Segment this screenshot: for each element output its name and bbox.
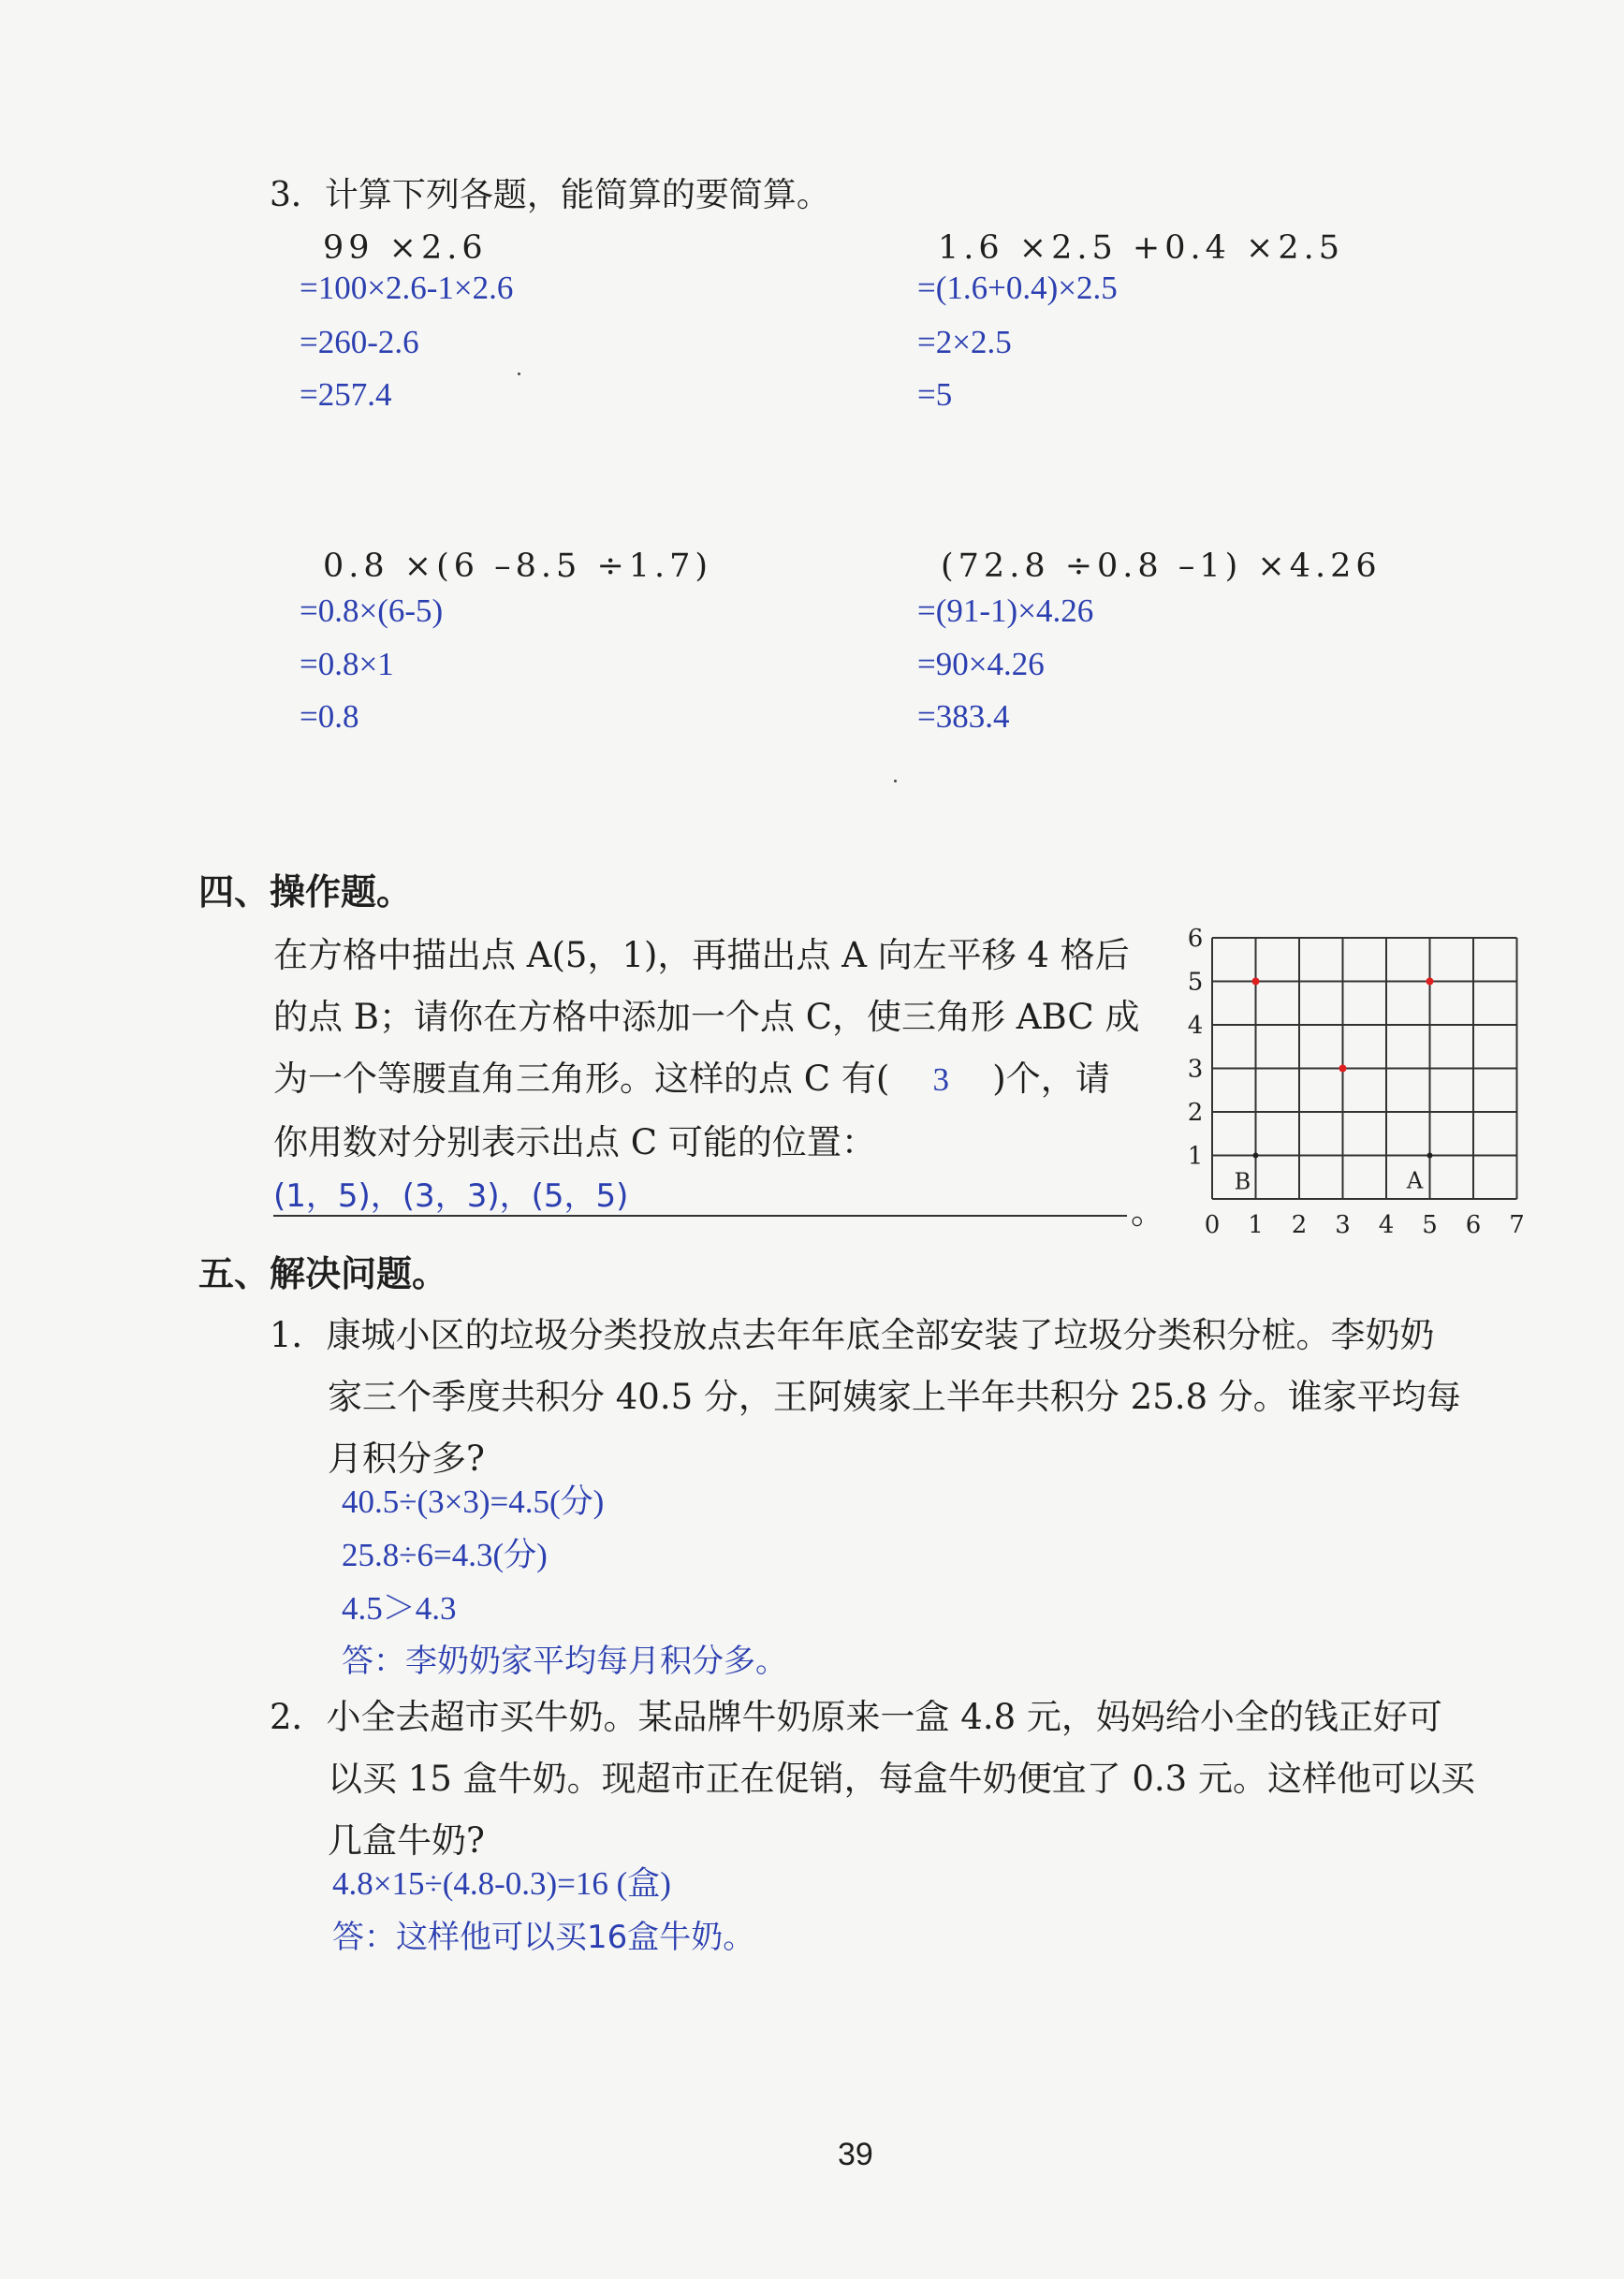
positions-answer: (1，5)，(3，3)，(5，5) bbox=[273, 1177, 629, 1215]
answer-step: =257.4 bbox=[300, 376, 392, 413]
y-tick-label: 6 bbox=[1187, 925, 1204, 953]
question-1-line-1: 1．康城小区的垃圾分类投放点去年年底全部安装了垃圾分类积分桩。李奶奶 bbox=[270, 1315, 1435, 1355]
problem-expression: 0.8 ×(6 –8.5 ÷1.7) bbox=[323, 548, 713, 585]
answer-step: =5 bbox=[917, 376, 953, 413]
section4-line-4: 你用数对分别表示出点 C 可能的位置： bbox=[273, 1122, 876, 1162]
y-tick-label: 3 bbox=[1187, 1055, 1204, 1084]
end-mark: 。 bbox=[1131, 1191, 1165, 1232]
coordinate-grid bbox=[1170, 913, 1535, 1245]
question-2-line-1: 2．小全去超市买牛奶。某品牌牛奶原来一盒 4.8 元，妈妈给小全的钱正好可 bbox=[270, 1697, 1442, 1737]
page-number: 39 bbox=[838, 2137, 873, 2172]
scan-speck bbox=[518, 373, 520, 375]
x-tick-label: 0 bbox=[1204, 1211, 1221, 1239]
x-tick-label: 1 bbox=[1248, 1211, 1264, 1239]
answer-step: =0.8×(6-5) bbox=[300, 592, 444, 629]
x-tick-label: 7 bbox=[1509, 1211, 1525, 1239]
question-2-line-3: 几盒牛奶? bbox=[328, 1820, 485, 1861]
answer-step: =100×2.6-1×2.6 bbox=[300, 270, 514, 306]
point-a-label: A bbox=[1406, 1167, 1424, 1194]
point-c-candidate bbox=[1339, 1065, 1347, 1073]
answer-step: =(91-1)×4.26 bbox=[917, 592, 1094, 629]
answer-step: =(1.6+0.4)×2.5 bbox=[917, 270, 1118, 306]
x-tick-label: 3 bbox=[1335, 1211, 1351, 1239]
answer-line: 40.5÷(3×3)=4.5(分) bbox=[342, 1483, 605, 1520]
x-tick-label: 5 bbox=[1422, 1211, 1438, 1239]
y-tick-label: 5 bbox=[1187, 968, 1204, 997]
y-tick-label: 2 bbox=[1187, 1099, 1204, 1127]
point-b bbox=[1253, 1153, 1259, 1159]
answer-line: 4.5＞4.3 bbox=[342, 1590, 457, 1627]
section4-heading: 四、操作题。 bbox=[198, 870, 413, 913]
problem-expression: 99 ×2.6 bbox=[323, 229, 488, 267]
section4-line-1: 在方格中描出点 A(5，1)，再描出点 A 向左平移 4 格后 bbox=[273, 935, 1130, 975]
answer-step: =2×2.5 bbox=[917, 324, 1012, 360]
problem-expression: 1.6 ×2.5 +0.4 ×2.5 bbox=[938, 229, 1345, 267]
question-1-line-2: 家三个季度共积分 40.5 分，王阿姨家上半年共积分 25.8 分。谁家平均每 bbox=[328, 1377, 1461, 1417]
answer-line: 4.8×15÷(4.8-0.3)=16 (盒) bbox=[332, 1865, 671, 1902]
answer-step: =260-2.6 bbox=[300, 324, 419, 360]
point-b-label: B bbox=[1234, 1168, 1251, 1195]
point-c-candidate bbox=[1252, 978, 1260, 986]
section4-line-3-pre: 为一个等腰直角三角形。这样的点 C 有( bbox=[273, 1059, 890, 1099]
section5-heading: 五、解决问题。 bbox=[198, 1252, 448, 1294]
section4-line-3 bbox=[273, 1050, 1110, 1101]
scan-speck bbox=[894, 780, 897, 782]
section4-line-3-post: )个，请 bbox=[992, 1059, 1110, 1099]
question-2-line-2: 以买 15 盒牛奶。现超市正在促销，每盒牛奶便宜了 0.3 元。这样他可以买 bbox=[328, 1759, 1475, 1799]
question-1-line-3: 月积分多? bbox=[328, 1439, 485, 1479]
count-answer: 3 bbox=[932, 1061, 950, 1098]
answer-step: =0.8×1 bbox=[300, 646, 394, 682]
answer-blank-line bbox=[273, 1215, 1127, 1217]
y-tick-label: 1 bbox=[1187, 1142, 1204, 1171]
point-c-candidate bbox=[1426, 978, 1434, 986]
x-tick-label: 4 bbox=[1378, 1211, 1395, 1239]
x-tick-label: 2 bbox=[1291, 1211, 1308, 1239]
answer-step: =383.4 bbox=[917, 698, 1010, 735]
answer-statement: 答：这样他可以买16盒牛奶。 bbox=[332, 1919, 755, 1956]
y-tick-label: 4 bbox=[1187, 1012, 1204, 1040]
problem-expression: (72.8 ÷0.8 –1) ×4.26 bbox=[941, 548, 1382, 585]
x-tick-label: 6 bbox=[1465, 1211, 1482, 1239]
answer-step: =0.8 bbox=[300, 698, 359, 735]
answer-line: 25.8÷6=4.3(分) bbox=[342, 1537, 548, 1573]
answer-step: =90×4.26 bbox=[917, 646, 1045, 682]
point-a bbox=[1427, 1153, 1433, 1159]
answer-statement: 答：李奶奶家平均每月积分多。 bbox=[342, 1643, 787, 1680]
section3-title: 3．计算下列各题，能简算的要简算。 bbox=[270, 176, 830, 214]
section4-line-2: 的点 B；请你在方格中添加一个点 C，使三角形 ABC 成 bbox=[273, 997, 1140, 1037]
